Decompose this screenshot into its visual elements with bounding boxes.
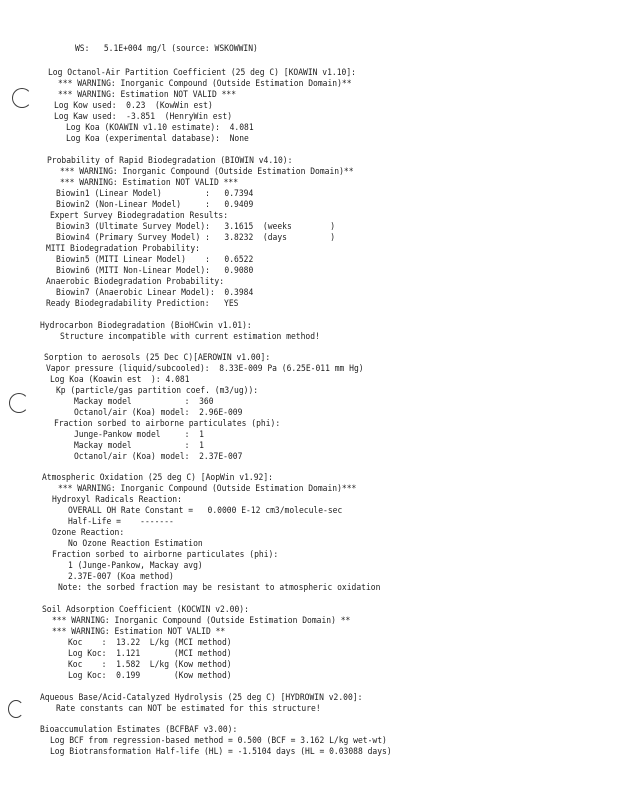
text-line: Biowin6 (MITI Non-Linear Model): 0.9080 — [56, 266, 254, 276]
text-line: Fraction sorbed to airborne particulates (phi): — [52, 550, 279, 560]
text-line: MITI Biodegradation Probability: — [46, 244, 200, 254]
warning-line: *** WARNING: Inorganic Compound (Outside Estimation Domain) ** — [52, 616, 351, 626]
text-line: WS: 5.1E+004 mg/l (source: WSKOWWIN) — [75, 44, 258, 54]
text-line: Mackay model : 360 — [74, 397, 214, 407]
section-heading: Hydrocarbon Biodegradation (BioHCwin v1.01): — [40, 321, 252, 331]
warning-line: *** WARNING: Inorganic Compound (Outside Estimation Domain)** — [60, 167, 354, 177]
text-line: Fraction sorbed to airborne particulates (phi): — [54, 419, 281, 429]
text-line: Koc : 1.582 L/kg (Kow method) — [68, 660, 232, 670]
punch-hole-mark — [9, 393, 29, 413]
section-heading: Bioaccumulation Estimates (BCFBAF v3.00): — [40, 725, 238, 735]
section-heading: Atmospheric Oxidation (25 deg C) [AopWin v1.92]: — [42, 473, 273, 483]
text-line: Expert Survey Biodegradation Results: — [50, 211, 229, 221]
warning-line: *** WARNING: Estimation NOT VALID *** — [58, 90, 237, 100]
text-line: Junge-Pankow model : 1 — [74, 430, 204, 440]
text-line: Octanol/air (Koa) model: 2.96E-009 — [74, 408, 243, 418]
text-line: Mackay model : 1 — [74, 441, 204, 451]
text-line: Log Koc: 1.121 (MCI method) — [68, 649, 232, 659]
section-heading: Soil Adsorption Coefficient (KOCWIN v2.00): — [42, 605, 249, 615]
text-line: Log Koa (KOAWIN v1.10 estimate): 4.081 — [66, 123, 254, 133]
text-line: No Ozone Reaction Estimation — [68, 539, 203, 549]
text-line: Rate constants can NOT be estimated for this structure! — [56, 704, 321, 714]
punch-hole-mark — [12, 88, 32, 108]
text-line: Log BCF from regression-based method = 0.500 (BCF = 3.162 L/kg wet-wt) — [50, 736, 387, 746]
text-line: Kp (particle/gas partition coef. (m3/ug)): — [56, 386, 259, 396]
text-line: Biowin1 (Linear Model) : 0.7394 — [56, 189, 254, 199]
warning-line: *** WARNING: Inorganic Compound (Outside Estimation Domain)*** — [58, 484, 357, 494]
text-line: 2.37E-007 (Koa method) — [68, 572, 174, 582]
text-line: Ready Biodegradability Prediction: YES — [46, 299, 239, 309]
text-line: Ozone Reaction: — [52, 528, 125, 538]
text-line: Log Koa (experimental database): None — [66, 134, 249, 144]
text-line: Octanol/air (Koa) model: 2.37E-007 — [74, 452, 243, 462]
text-line: Log Koc: 0.199 (Kow method) — [68, 671, 232, 681]
punch-hole-mark — [8, 700, 24, 718]
text-line: Biowin4 (Primary Survey Model) : 3.8232 (days ) — [56, 233, 336, 243]
warning-line: *** WARNING: Estimation NOT VALID *** — [60, 178, 239, 188]
warning-line: *** WARNING: Estimation NOT VALID ** — [52, 627, 226, 637]
text-line: Anaerobic Biodegradation Probability: — [46, 277, 225, 287]
text-line: Log Kaw used: -3.851 (HenryWin est) — [54, 112, 233, 122]
text-line: Structure incompatible with current estimation method! — [60, 332, 320, 342]
text-line: Note: the sorbed fraction may be resistant to atmospheric oxidation — [58, 583, 381, 593]
section-heading: Log Octanol-Air Partition Coefficient (25 deg C) [KOAWIN v1.10]: — [48, 68, 356, 78]
text-line: Half-Life = ------- — [68, 517, 174, 527]
warning-line: *** WARNING: Inorganic Compound (Outside Estimation Domain)** — [58, 79, 352, 89]
text-line: Vapor pressure (liquid/subcooled): 8.33E-009 Pa (6.25E-011 mm Hg) — [46, 364, 364, 374]
section-heading: Aqueous Base/Acid-Catalyzed Hydrolysis (25 deg C) [HYDROWIN v2.00]: — [40, 693, 363, 703]
text-line: Biowin3 (Ultimate Survey Model): 3.1615 (weeks ) — [56, 222, 336, 232]
section-heading: Sorption to aerosols (25 Dec C)[AEROWIN v1.00]: — [44, 353, 271, 363]
text-line: Log Koa (Koawin est ): 4.081 — [50, 375, 190, 385]
text-line: Koc : 13.22 L/kg (MCI method) — [68, 638, 232, 648]
text-line: OVERALL OH Rate Constant = 0.0000 E-12 cm3/molecule-sec — [68, 506, 343, 516]
section-heading: Probability of Rapid Biodegradation (BIOWIN v4.10): — [47, 156, 293, 166]
text-line: Log Kow used: 0.23 (KowWin est) — [54, 101, 213, 111]
text-line: Hydroxyl Radicals Reaction: — [52, 495, 182, 505]
text-line: Log Biotransformation Half-life (HL) = -1.5104 days (HL = 0.03088 days) — [50, 747, 392, 757]
text-line: Biowin5 (MITI Linear Model) : 0.6522 — [56, 255, 254, 265]
text-line: Biowin7 (Anaerobic Linear Model): 0.3984 — [56, 288, 254, 298]
text-line: Biowin2 (Non-Linear Model) : 0.9409 — [56, 200, 254, 210]
text-line: 1 (Junge-Pankow, Mackay avg) — [68, 561, 203, 571]
